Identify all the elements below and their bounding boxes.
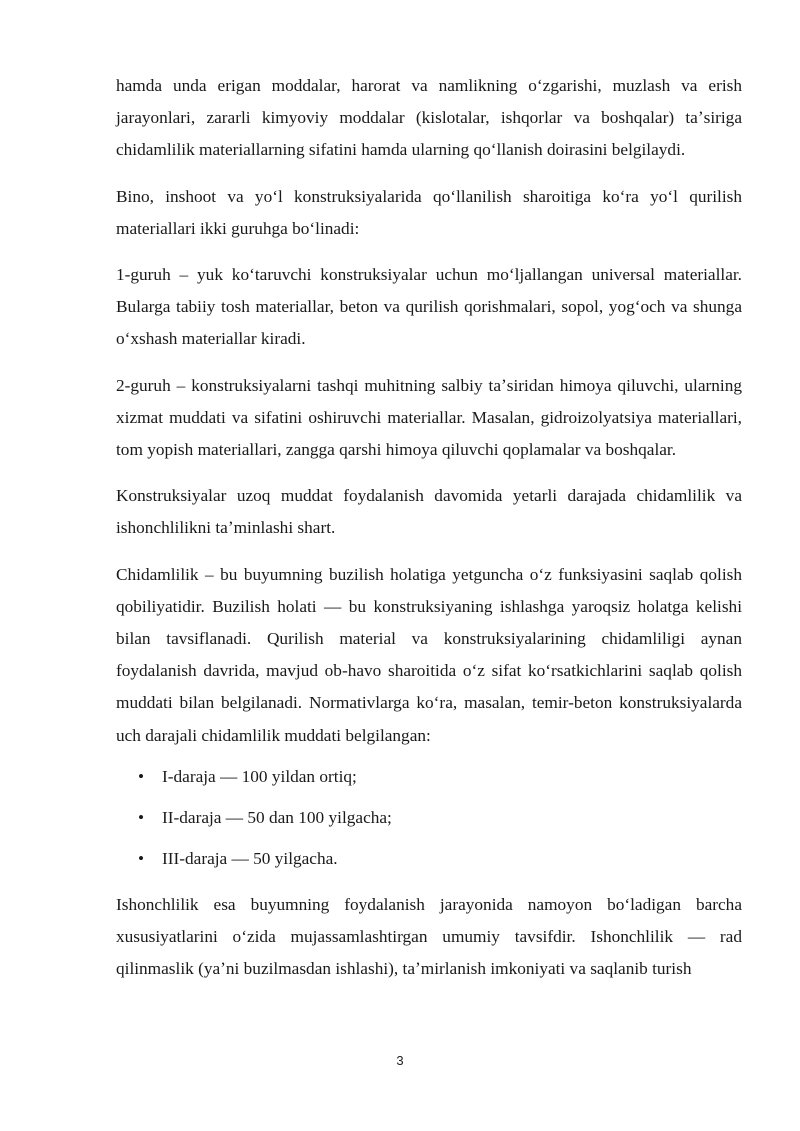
bullet-icon: • bbox=[138, 766, 145, 786]
bullet-icon: • bbox=[138, 848, 145, 868]
list-item bbox=[116, 766, 742, 787]
list-item bbox=[116, 807, 742, 828]
paragraph: Chidamlilik – bu buyumning buzilish holatiga yetguncha oʻz funksiyasini saqlab qolish qobiliyatidir. Buzilish holati — bu konstruksiyaning ishlashga yaroqsiz holatga kelishi bilan tavsiflanadi. Qurilish material va konstruksiyalarining chidamliligi aynan foydalanish davrida, mavjud ob-havo sharoitida oʻz sifat koʻrsatkichlarini saqlab qolish muddati bilan belgilanadi. Normativlarga koʻra, masalan, temir-beton konstruksiyalarda uch darajali chidamlilik muddati belgilangan: bbox=[116, 564, 742, 745]
list-item-text: II-daraja — 50 dan 100 yilgacha; bbox=[162, 807, 392, 827]
paragraph: Konstruksiyalar uzoq muddat foydalanish davomida yetarli darajada chidamlilik va ishonchlilikni taʼminlashi shart. bbox=[116, 486, 742, 538]
page-number: 3 bbox=[396, 1053, 404, 1068]
durability-levels-list bbox=[116, 766, 742, 869]
document-page bbox=[116, 70, 742, 999]
paragraph: Bino, inshoot va yoʻl konstruksiyalarida qoʻllanilish sharoitiga koʻra yoʻl qurilish materiallari ikki guruhga boʻlinadi: bbox=[116, 186, 742, 238]
paragraph: Ishonchlilik esa buyumning foydalanish jarayonida namoyon boʻladigan barcha xususiyatlarini oʻzida mujassamlashtirgan umumiy tavsifdir. Ishonchlilik — rad qilinmaslik (yaʼni buzilmasdan ishlashi), taʼmirlanish imkoniyati va saqlanib turish bbox=[116, 894, 742, 979]
paragraph: hamda unda erigan moddalar, harorat va namlikning oʻzgarishi, muzlash va erish jarayonlari, zararli kimyoviy moddalar (kislotalar, ishqorlar va boshqalar) taʼsiriga chidamlilik materiallarning sifatini hamda ularning qoʻllanish doirasini belgilaydi. bbox=[116, 76, 742, 160]
bullet-icon: • bbox=[138, 807, 145, 827]
list-item bbox=[116, 848, 742, 869]
paragraph: 2-guruh – konstruksiyalarni tashqi muhitning salbiy taʼsiridan himoya qiluvchi, ularning xizmat muddati va sifatini oshiruvchi materiallar. Masalan, gidroizolyatsiya materiallari, tom yopish materiallari, zangga qarshi himoya qiluvchi qoplamalar va boshqalar. bbox=[116, 375, 742, 460]
paragraph: 1-guruh – yuk koʻtaruvchi konstruksiyalar uchun moʻljallangan universal materiallar. Bularga tabiiy tosh materiallar, beton va qurilish qorishmalari, sopol, yogʻoch va shunga oʻxshash materiallar kiradi. bbox=[116, 265, 742, 349]
list-item-text: I-daraja — 100 yildan ortiq; bbox=[162, 766, 357, 786]
list-item-text: III-daraja — 50 yilgacha. bbox=[162, 848, 338, 868]
